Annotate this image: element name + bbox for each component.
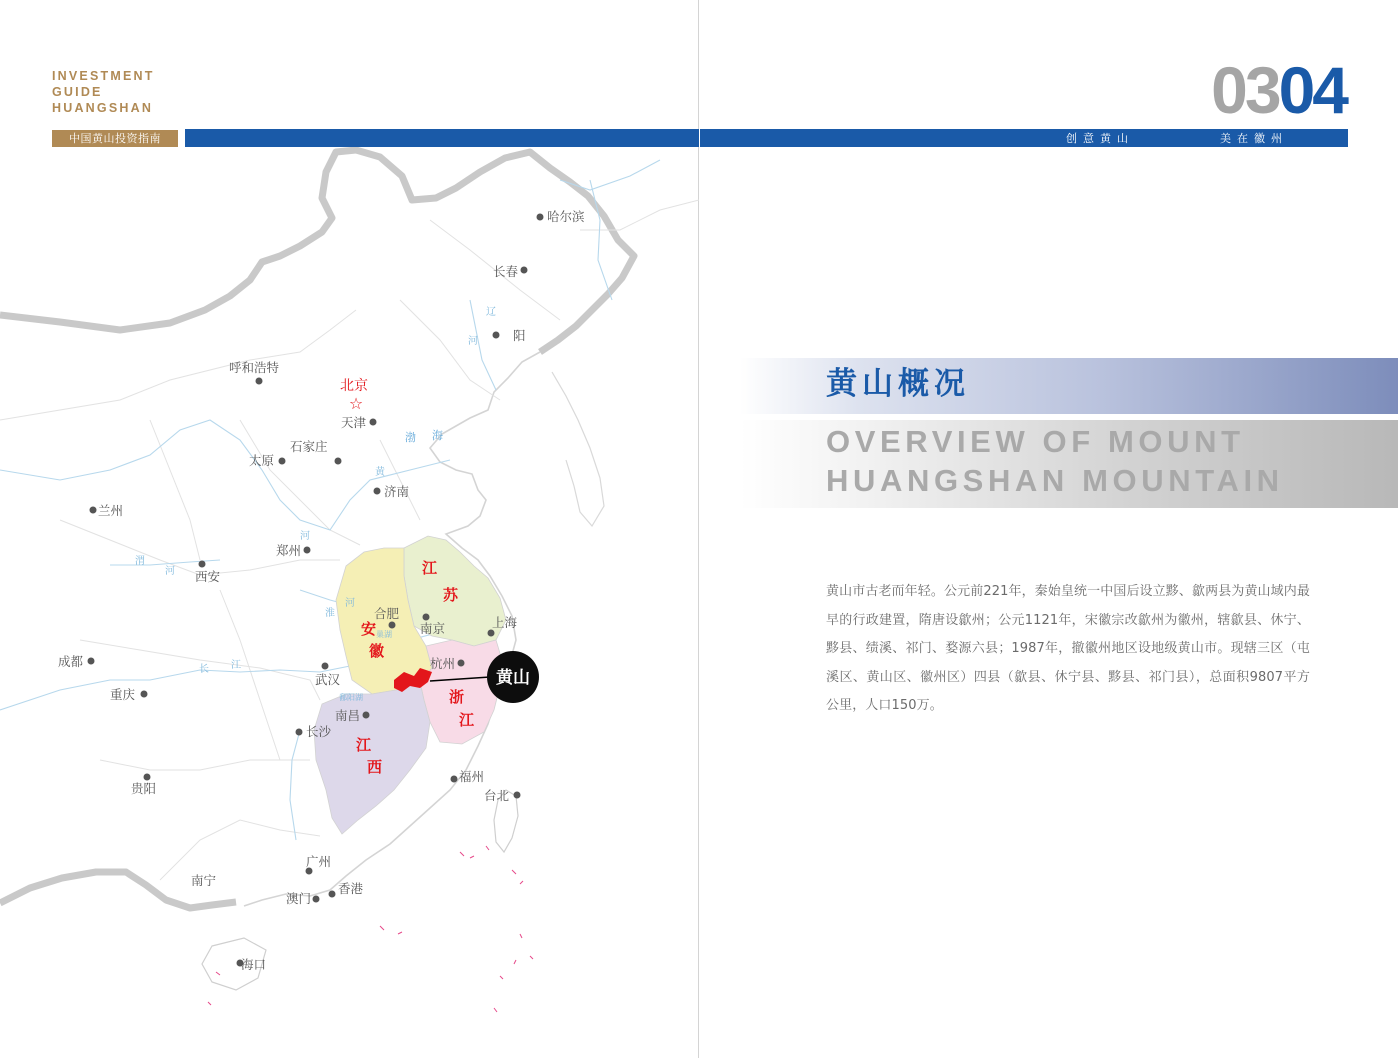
river-wei-1: 渭: [135, 556, 145, 567]
city-beijing: 北京: [340, 378, 368, 394]
river-huang-1: 黄: [375, 467, 385, 478]
city-jinan: 济南: [384, 484, 410, 499]
river-huang-2: 河: [300, 531, 310, 542]
province-zhejiang-2: 江: [459, 711, 475, 729]
city-harbin: 哈尔滨: [547, 209, 585, 224]
overview-paragraph: 黄山市古老而年轻。公元前221年，秦始皇统一中国后设立黟、歙两县为黄山域内最早的行政建置，隋唐设歙州；公元1121年，宋徽宗改歙州为徽州，辖歙县、休宁、黟县、绩溪、祁门、婺源六县；1987年，撤徽州地区设地级黄山市。现辖三区（屯溪区、黄山区、徽州区）四县（歙县、休宁县、黟县、祁门县），总面积9807平方公里，人口150万。: [826, 584, 1310, 713]
river-liao-2: 河: [468, 336, 478, 347]
province-jiangsu-1: 江: [422, 559, 438, 577]
river-changjiang-2: 江: [231, 660, 241, 671]
title-en-line-2: HUANGSHAN MOUNTAIN: [826, 463, 1284, 498]
city-haikou: 海口: [241, 957, 267, 972]
city-hefei: 合肥: [374, 606, 400, 621]
header-bar-left: [185, 129, 699, 147]
page-number: [1211, 55, 1346, 125]
river-liao-1: 辽: [486, 307, 496, 318]
guide-tag: 中国黄山投资指南: [52, 130, 178, 147]
beijing-star-icon: ☆: [348, 394, 364, 413]
province-jiangxi-2: 西: [367, 758, 383, 776]
city-hongkong: 香港: [338, 881, 364, 896]
province-anhui-2: 徽: [369, 642, 385, 660]
city-chengdu: 成都: [58, 654, 84, 669]
city-macao: 澳门: [286, 891, 312, 906]
page-number-right: 04: [1278, 53, 1346, 127]
national-border: [0, 150, 634, 352]
section-title-cn: 黄山概况: [826, 366, 970, 402]
city-shenyang: 阳: [513, 328, 526, 343]
city-nanchang: 南昌: [335, 708, 361, 723]
title-en-line-1: OVERVIEW OF MOUNT: [826, 424, 1245, 459]
sea-bohai-2: 海: [432, 429, 443, 442]
brand-line-1: INVESTMENT: [52, 69, 155, 83]
xiang-river: [290, 730, 300, 840]
city-hohhot: 呼和浩特: [229, 360, 280, 375]
city-hangzhou: 杭州: [430, 656, 456, 671]
river-huai-1: 淮: [325, 608, 335, 619]
songhua-river: [560, 160, 660, 190]
city-fuzhou: 福州: [459, 769, 485, 784]
city-lanzhou: 兰州: [98, 503, 124, 518]
province-jiangsu-2: 苏: [443, 586, 459, 604]
slogan-part-1: 创意黄山: [1066, 132, 1134, 145]
korea-coast: [552, 372, 604, 526]
city-shijiazhuang: 石家庄: [290, 439, 328, 454]
river-huai-2: 河: [345, 598, 355, 609]
city-zhengzhou: 郑州: [276, 543, 302, 558]
province-jiangxi-1: 江: [356, 736, 372, 754]
city-guiyang: 贵阳: [131, 781, 157, 796]
city-xian: 西安: [195, 569, 221, 584]
right-page: [700, 0, 1398, 1058]
brand-line-3: HUANGSHAN: [52, 101, 154, 115]
sea-bohai-1: 渤: [405, 431, 416, 444]
province-zhejiang-1: 浙: [449, 688, 465, 706]
city-taibei: 台北: [484, 788, 510, 803]
lake-poyang: 鄱阳湖: [339, 693, 363, 702]
slogan-part-2: 美在徽州: [1220, 132, 1288, 145]
page-number-left: 03: [1211, 53, 1279, 127]
city-changsha: 长沙: [306, 724, 332, 739]
province-anhui-1: 安: [361, 620, 377, 638]
city-nanjing: 南京: [420, 621, 446, 636]
section-title-en: [826, 422, 1284, 500]
lake-chaohu: 巢湖: [376, 630, 392, 639]
city-chongqing: 重庆: [110, 687, 136, 702]
brand-line-2: GUIDE: [52, 85, 103, 99]
city-changchun: 长春: [493, 264, 519, 279]
city-taiyuan: 太原: [249, 453, 275, 468]
city-shanghai: 上海: [492, 615, 518, 630]
river-wei-2: 河: [165, 566, 175, 577]
brand-logo-text: [52, 68, 155, 116]
city-nanning: 南宁: [191, 873, 217, 888]
city-guangzhou: 广州: [306, 854, 332, 869]
city-wuhan: 武汉: [315, 672, 341, 687]
huangshan-callout-label: 黄山: [496, 668, 530, 688]
china-map: [0, 147, 699, 1057]
city-tianjin: 天津: [341, 415, 367, 430]
river-changjiang-1: 长: [199, 664, 209, 675]
